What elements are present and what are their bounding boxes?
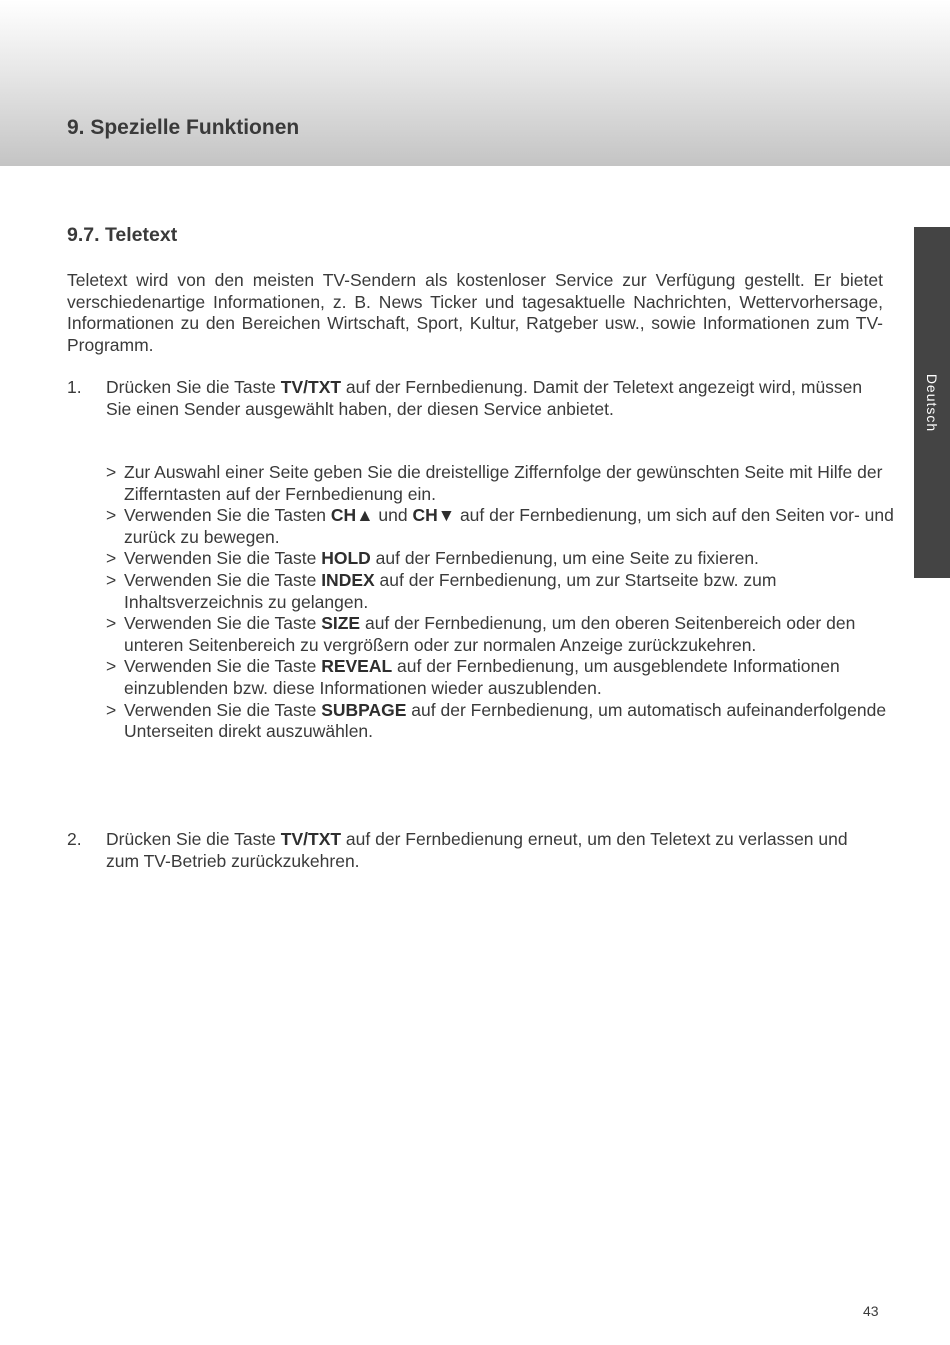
bullet-text-before: Verwenden Sie die Taste [124,548,322,569]
step-2-key-tvtxt: TV/TXT [280,829,342,849]
bullet-text-before: Verwenden Sie die Taste [124,613,322,634]
list-item [106,462,896,505]
bullet-text: Zur Auswahl einer Seite geben Sie die dreistellige Ziffernfolge der gewünschten Seite mit Hilfe der Zifferntasten auf der Fernbedienung ein. [124,462,883,504]
bullet-text-before: Verwenden Sie die Tasten [124,505,331,526]
section-heading: 9.7. Teletext [67,224,178,246]
step-1-text-before: Drücken Sie die Taste [106,377,281,397]
step-2-text [106,829,876,872]
bullet-text-before: Verwenden Sie die Taste [124,656,322,677]
list-item [106,613,896,656]
key-reveal: REVEAL [321,656,393,677]
key-hold: HOLD [321,548,371,569]
key-index: INDEX [321,569,375,590]
bullet-marker: > [106,656,117,677]
teletext-instructions-list [106,462,896,743]
list-item [106,570,896,613]
step-1-text [106,377,876,420]
bullet-text-middle: und [373,505,413,526]
key-ch-up: CH▲ [330,505,374,526]
bullet-marker: > [106,462,117,482]
key-subpage: SUBPAGE [321,699,407,720]
bullet-text-after: auf der Fernbedienung, um zur Startseite bzw. zum Inhaltsverzeichnis zu gelangen. [124,569,777,612]
step-2-text-after: auf der Fernbedienung erneut, um den Teletext zu verlassen und zum TV-Betrieb zurückzukehren. [106,829,848,871]
list-item [106,548,896,570]
key-ch-down: CH▼ [412,505,456,526]
bullet-text-before: Verwenden Sie die Taste [124,699,322,720]
bullet-text-after: auf der Fernbedienung, um sich auf den Seiten vor- und zurück zu bewegen. [124,505,894,547]
list-item [106,656,896,699]
bullet-text-after: auf der Fernbedienung, um eine Seite zu fixieren. [370,548,759,569]
chapter-title: 9. Spezielle Funktionen [67,116,300,139]
step-1-text-after: auf der Fernbedienung. Damit der Teletext angezeigt wird, müssen Sie einen Sender ausgewählt haben, der diesen Service anbietet. [106,377,863,419]
page-number: 43 [863,1303,879,1319]
intro-paragraph: Teletext wird von den meisten TV-Sendern als kostenloser Service zur Verfügung gestellt. Er bietet verschiedenartige Informationen, z. B. News Ticker und tagesaktuelle Nachrichten, Wettervorhersage, Informationen zu den Bereichen Wirtschaft, Sport, Kultur, Ratgeber usw., sowie Informationen zum TV-Programm. [67,270,883,355]
bullet-marker: > [106,505,117,526]
bullet-marker: > [106,569,117,590]
bullet-marker: > [106,548,117,569]
bullet-text-before: Verwenden Sie die Taste [124,569,322,590]
bullet-text-after: auf der Fernbedienung, um ausgeblendete Informationen einzublenden bzw. diese Informationen wieder auszublenden. [124,656,840,698]
language-side-tab-label: Deutsch [924,373,940,433]
chapter-header-band [0,0,950,166]
list-item [106,700,896,743]
step-2-number: 2. [67,829,82,849]
step-2-text-before: Drücken Sie die Taste [106,829,281,849]
bullet-marker: > [106,613,117,634]
step-1-number: 1. [67,377,82,397]
list-item [106,505,896,548]
bullet-text-after: auf der Fernbedienung, um automatisch aufeinanderfolgende Unterseiten direkt auszuwählen. [124,699,887,742]
bullet-marker: > [106,699,117,720]
step-1-key-tvtxt: TV/TXT [280,377,342,397]
bullet-text-after: auf der Fernbedienung, um den oberen Seitenbereich oder den unteren Seitenbereich zu vergrößern oder zur normalen Anzeige zurückzukehren. [124,613,856,655]
key-size: SIZE [321,613,361,634]
language-side-tab-label-wrap [914,0,950,1345]
